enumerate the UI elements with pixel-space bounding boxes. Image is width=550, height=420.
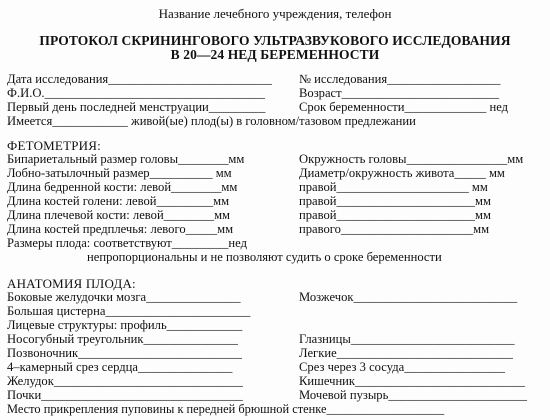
pregnancy-term-field[interactable]: Срок беременности_____________ нед: [299, 100, 509, 114]
patient-name-field[interactable]: Ф.И.О.___________________________________: [7, 86, 265, 100]
ofd-field[interactable]: Лобно-затылочный размер__________ мм: [7, 166, 232, 180]
stomach-field[interactable]: Желудок______________________________: [7, 374, 243, 388]
cisterna-magna-field[interactable]: Большая цистерна_______________________: [7, 304, 251, 318]
kidneys-field[interactable]: Почки________________________________: [7, 388, 243, 402]
cerebellum-field[interactable]: Мозжечок__________________________: [299, 290, 518, 304]
forearm-left-field[interactable]: Длина костей предплечья: левого_____мм: [7, 222, 234, 236]
tibia-left-field[interactable]: Длина костей голени: левой_________мм: [7, 194, 230, 208]
forearm-right-field[interactable]: правого_____________________мм: [299, 222, 490, 236]
protocol-title-line2: В 20—24 НЕД БЕРЕМЕННОСТИ: [170, 47, 380, 62]
anatomy-heading: АНАТОМИЯ ПЛОДА:: [7, 276, 136, 291]
lateral-ventricles-field[interactable]: Боковые желудочки мозга_______________: [7, 290, 241, 304]
age-field[interactable]: Возраст_________________________: [299, 86, 500, 100]
fetal-size-field[interactable]: Размеры плода: соответствуют_________нед: [7, 236, 247, 250]
cord-insertion-field[interactable]: Место прикрепления пуповины к передней брюшной стенке___________________: [7, 402, 445, 416]
last-menstruation-field[interactable]: Первый день последней менструации_________: [7, 100, 266, 114]
bowel-field[interactable]: Кишечник___________________________: [299, 374, 526, 388]
fetus-presentation-field[interactable]: Имеется____________ живой(ые) плод(ы) в головном/тазовом предлежании: [7, 114, 416, 128]
bpd-field[interactable]: Бипариетальный размер головы________мм: [7, 152, 245, 166]
lungs-field[interactable]: Легкие____________________________: [299, 346, 513, 360]
face-profile-field[interactable]: Лицевые структуры: профиль____________: [7, 318, 243, 332]
fetal-size-note: непропорциональны и не позволяют судить о сроке беременности: [87, 250, 442, 264]
orbits-field[interactable]: Глазницы__________________________: [299, 332, 515, 346]
femur-right-field[interactable]: правой_____________________ мм: [299, 180, 488, 194]
humerus-right-field[interactable]: правой______________________мм: [299, 208, 491, 222]
head-circumference-field[interactable]: Окружность головы________________мм: [299, 152, 524, 166]
abdomen-field[interactable]: Диаметр/окружность живота_____ мм: [299, 166, 505, 180]
institution-line: Название лечебного учреждения, телефон: [158, 6, 392, 21]
bladder-field[interactable]: Мочевой пузырь______________________: [299, 388, 527, 402]
femur-left-field[interactable]: Длина бедренной кости: левой________мм: [7, 180, 238, 194]
three-vessel-field[interactable]: Срез через 3 сосуда________________: [299, 360, 505, 374]
protocol-title-line1: ПРОТОКОЛ СКРИНИНГОВОГО УЛЬТРАЗВУКОВОГО ИССЛЕДОВАНИЯ: [39, 33, 511, 48]
exam-number-field[interactable]: № исследования__________________: [299, 72, 501, 86]
four-chamber-field[interactable]: 4–камерный срез сердца_______________: [7, 360, 233, 374]
exam-date-field[interactable]: Дата исследования__________________________: [7, 72, 272, 86]
humerus-left-field[interactable]: Длина плечевой кости: левой________мм: [7, 208, 231, 222]
tibia-right-field[interactable]: правой______________________мм: [299, 194, 491, 208]
spine-field[interactable]: Позвоночник__________________________: [7, 346, 242, 360]
fetometry-heading: ФЕТОМЕТРИЯ:: [7, 138, 101, 153]
nasolabial-field[interactable]: Носогубный треугольник_______________: [7, 332, 238, 346]
